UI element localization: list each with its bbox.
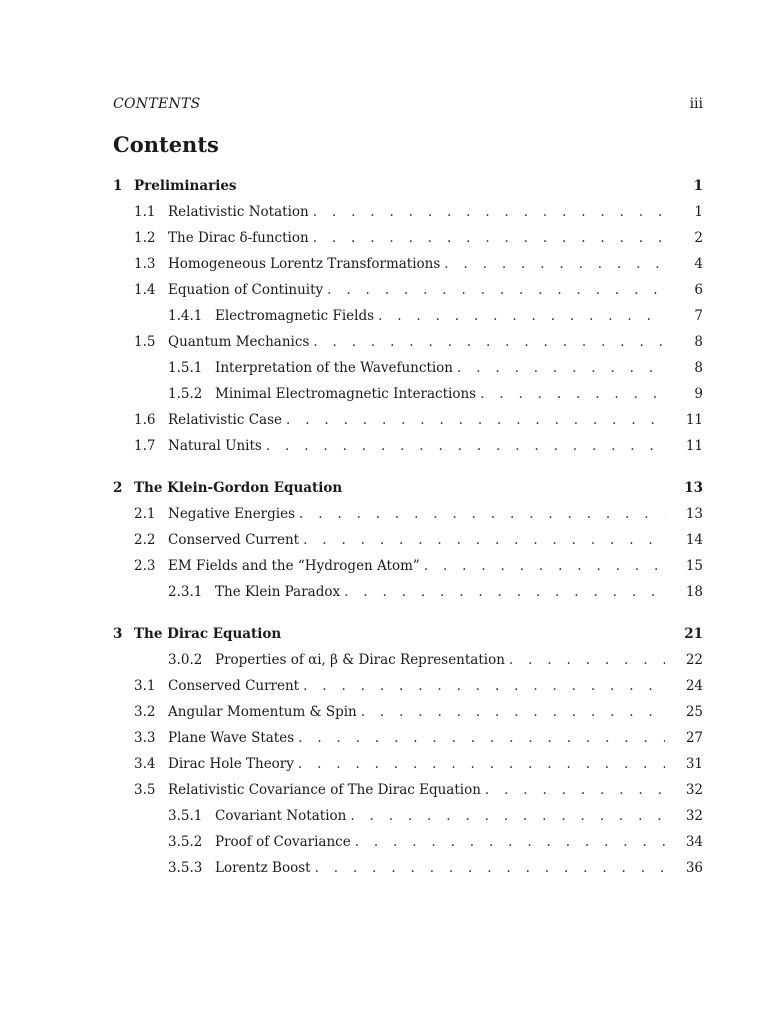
entry-page: 32 — [685, 782, 703, 798]
entry-title: The Dirac δ-function — [168, 230, 309, 246]
entry-page: 8 — [694, 360, 703, 376]
toc-entry-3-5-2[interactable] — [113, 834, 703, 860]
toc-entry-3-0-2[interactable] — [113, 652, 703, 678]
toc-entry-1-4[interactable] — [113, 282, 703, 308]
entry-number: 1.3 — [134, 256, 156, 272]
entry-title: Electromagnetic Fields — [215, 308, 375, 324]
toc-entry-3-3[interactable] — [113, 730, 703, 756]
toc-entry-3-5[interactable] — [113, 782, 703, 808]
entry-title: Homogeneous Lorentz Transformations — [168, 256, 441, 272]
chapter-spacer — [113, 464, 703, 480]
chapter-number: 2 — [113, 480, 123, 496]
entry-page: 18 — [685, 584, 703, 600]
entry-number: 1.6 — [134, 412, 156, 428]
toc-chapter-2[interactable] — [113, 480, 703, 502]
entry-number: 2.2 — [134, 532, 156, 548]
toc-chapter-1[interactable] — [113, 178, 703, 200]
toc-entry-1-7[interactable] — [113, 438, 703, 464]
dot-leader — [327, 282, 665, 298]
entry-page: 7 — [694, 308, 703, 324]
entry-page: 9 — [694, 386, 703, 402]
entry-page: 8 — [694, 334, 703, 350]
dot-leader — [378, 308, 665, 324]
dot-leader — [299, 506, 665, 522]
entry-title: EM Fields and the “Hydrogen Atom” — [168, 558, 420, 574]
dot-leader — [444, 256, 665, 272]
entry-title: Properties of αi, β & Dirac Representation — [215, 652, 505, 668]
entry-page: 15 — [685, 558, 703, 574]
entry-number: 3.5 — [134, 782, 156, 798]
dot-leader — [485, 782, 665, 798]
chapter-number: 3 — [113, 626, 123, 642]
dot-leader — [298, 730, 665, 746]
entry-number: 2.3.1 — [168, 584, 203, 600]
chapter-page: 21 — [684, 626, 703, 642]
entry-number: 3.3 — [134, 730, 156, 746]
table-of-contents — [113, 178, 703, 886]
toc-entry-1-3[interactable] — [113, 256, 703, 282]
entry-page: 27 — [685, 730, 703, 746]
entry-page: 1 — [694, 204, 703, 220]
toc-entry-1-5[interactable] — [113, 334, 703, 360]
toc-entry-1-6[interactable] — [113, 412, 703, 438]
entry-title: Minimal Electromagnetic Interactions — [215, 386, 477, 402]
dot-leader — [424, 558, 665, 574]
toc-entry-3-5-3[interactable] — [113, 860, 703, 886]
entry-number: 1.2 — [134, 230, 156, 246]
dot-leader — [361, 704, 665, 720]
dot-leader — [457, 360, 665, 376]
entry-title: Lorentz Boost — [215, 860, 311, 876]
entry-number: 1.5.2 — [168, 386, 203, 402]
running-head — [113, 96, 703, 116]
toc-entry-3-5-1[interactable] — [113, 808, 703, 834]
entry-title: Proof of Covariance — [215, 834, 351, 850]
dot-leader — [350, 808, 665, 824]
entry-title: Relativistic Covariance of The Dirac Equation — [168, 782, 481, 798]
entry-title: Equation of Continuity — [168, 282, 324, 298]
entry-page: 11 — [685, 412, 703, 428]
dot-leader — [355, 834, 665, 850]
entry-title: Relativistic Case — [168, 412, 283, 428]
entry-page: 31 — [685, 756, 703, 772]
toc-entry-3-1[interactable] — [113, 678, 703, 704]
entry-number: 1.5.1 — [168, 360, 203, 376]
entry-page: 13 — [685, 506, 703, 522]
entry-page: 14 — [685, 532, 703, 548]
entry-title: Covariant Notation — [215, 808, 347, 824]
chapter-title: The Dirac Equation — [134, 626, 282, 642]
entry-number: 1.7 — [134, 438, 156, 454]
chapter-page: 13 — [684, 480, 703, 496]
entry-number: 1.4 — [134, 282, 156, 298]
toc-chapter-3[interactable] — [113, 626, 703, 648]
entry-number: 3.2 — [134, 704, 156, 720]
toc-entry-2-3-1[interactable] — [113, 584, 703, 610]
entry-number: 1.4.1 — [168, 308, 203, 324]
entry-number: 3.4 — [134, 756, 156, 772]
entry-title: Dirac Hole Theory — [168, 756, 294, 772]
toc-entry-2-3[interactable] — [113, 558, 703, 584]
entry-number: 3.5.1 — [168, 808, 203, 824]
entry-number: 2.3 — [134, 558, 156, 574]
entry-number: 3.5.2 — [168, 834, 203, 850]
entry-title: The Klein Paradox — [215, 584, 341, 600]
entry-title: Quantum Mechanics — [168, 334, 310, 350]
dot-leader — [298, 756, 665, 772]
entry-number: 3.5.3 — [168, 860, 203, 876]
entry-title: Negative Energies — [168, 506, 296, 522]
entry-number: 1.1 — [134, 204, 156, 220]
dot-leader — [303, 678, 665, 694]
chapter-spacer — [113, 610, 703, 626]
dot-leader — [315, 860, 665, 876]
toc-entry-2-2[interactable] — [113, 532, 703, 558]
toc-entry-2-1[interactable] — [113, 506, 703, 532]
entry-page: 32 — [685, 808, 703, 824]
entry-title: Angular Momentum & Spin — [168, 704, 357, 720]
toc-entry-1-5-2[interactable] — [113, 386, 703, 412]
entry-page: 25 — [685, 704, 703, 720]
chapter-title: The Klein-Gordon Equation — [134, 480, 343, 496]
dot-leader — [313, 204, 665, 220]
toc-entry-1-5-1[interactable] — [113, 360, 703, 386]
chapter-title: Preliminaries — [134, 178, 237, 194]
entry-page: 24 — [685, 678, 703, 694]
entry-page: 6 — [694, 282, 703, 298]
toc-entry-3-4[interactable] — [113, 756, 703, 782]
entry-title: Relativistic Notation — [168, 204, 309, 220]
entry-number: 3.1 — [134, 678, 156, 694]
entry-page: 2 — [694, 230, 703, 246]
running-head-left: CONTENTS — [113, 96, 201, 112]
dot-leader — [313, 230, 665, 246]
entry-page: 36 — [685, 860, 703, 876]
entry-title: Natural Units — [168, 438, 262, 454]
entry-title: Conserved Current — [168, 678, 300, 694]
toc-entry-1-1[interactable] — [113, 204, 703, 230]
toc-entry-1-2[interactable] — [113, 230, 703, 256]
dot-leader — [266, 438, 665, 454]
entry-number: 3.0.2 — [168, 652, 203, 668]
entry-number: 2.1 — [134, 506, 156, 522]
page-number: iii — [689, 96, 703, 112]
dot-leader — [480, 386, 665, 402]
page-title: Contents — [113, 132, 219, 157]
entry-page: 11 — [685, 438, 703, 454]
toc-entry-3-2[interactable] — [113, 704, 703, 730]
entry-page: 4 — [694, 256, 703, 272]
entry-title: Conserved Current — [168, 532, 300, 548]
dot-leader — [313, 334, 665, 350]
entry-title: Interpretation of the Wavefunction — [215, 360, 454, 376]
entry-page: 22 — [685, 652, 703, 668]
dot-leader — [344, 584, 665, 600]
toc-entry-1-4-1[interactable] — [113, 308, 703, 334]
chapter-page: 1 — [693, 178, 703, 194]
entry-title: Plane Wave States — [168, 730, 295, 746]
dot-leader — [303, 532, 665, 548]
dot-leader — [509, 652, 665, 668]
entry-page: 34 — [685, 834, 703, 850]
entry-number: 1.5 — [134, 334, 156, 350]
dot-leader — [286, 412, 665, 428]
chapter-number: 1 — [113, 178, 123, 194]
